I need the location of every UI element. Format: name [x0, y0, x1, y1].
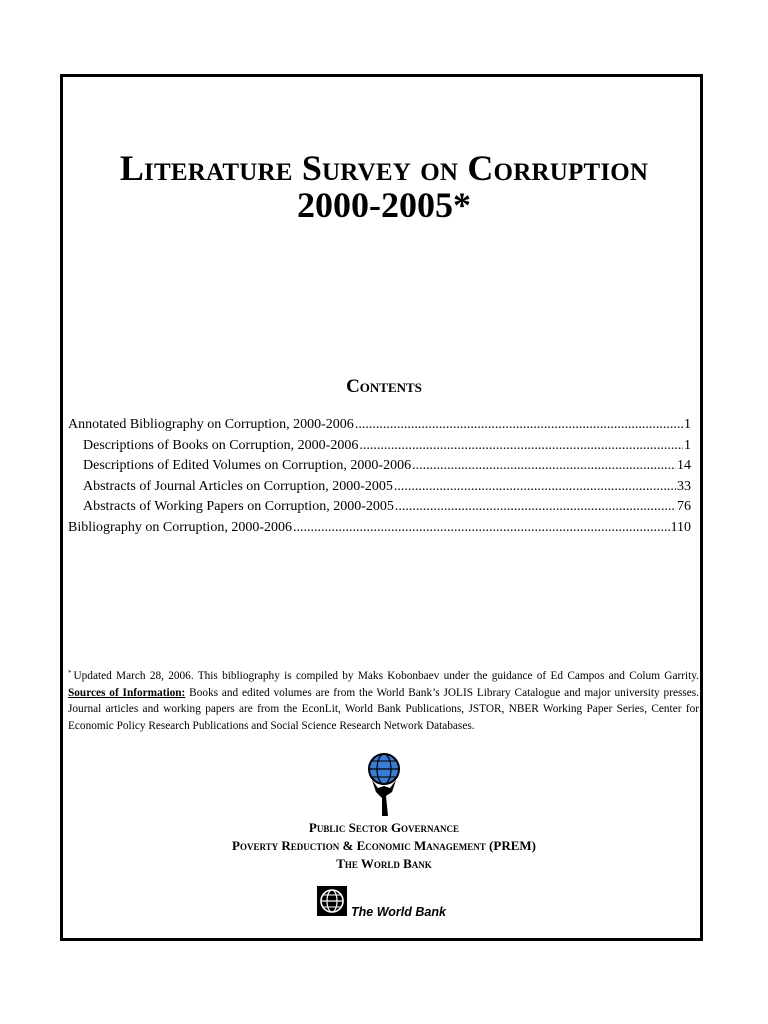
toc-entry-page: 76 [677, 499, 691, 515]
toc-leader-dots [412, 458, 676, 474]
document-subtitle: 2000-2005* [297, 185, 471, 225]
world-bank-globe-icon [317, 886, 347, 916]
table-of-contents [68, 417, 691, 541]
org-line-3: The World Bank [336, 856, 432, 871]
toc-entry-title: Bibliography on Corruption, 2000-2006 [68, 519, 292, 535]
toc-entry[interactable] [68, 520, 691, 541]
toc-entry-title: Descriptions of Books on Corruption, 2000-2006 [83, 437, 359, 453]
toc-entry-page: 1 [684, 437, 691, 453]
footnote-sources-label: Sources of Information: [68, 686, 186, 699]
footnote-text-after: Books and edited volumes are from the World Bank’s JOLIS Library Catalogue and major university presses. Journal articles and working papers are from the EconLit, World Bank Publications, JSTOR, NBER Working Paper Series, Center for Economic Policy Research Publications and Social Science Research Network Databases. [68, 686, 700, 732]
toc-entry-title: Abstracts of Working Papers on Corruption, 2000-2005 [83, 499, 394, 515]
toc-entry-title: Abstracts of Journal Articles on Corruption, 2000-2005 [83, 478, 393, 494]
toc-entry-page: 14 [677, 458, 691, 474]
toc-entry-title: Descriptions of Edited Volumes on Corruption, 2000-2006 [83, 458, 412, 474]
toc-leader-dots [395, 499, 676, 515]
toc-entry[interactable] [68, 438, 691, 459]
toc-entry[interactable] [68, 499, 691, 520]
org-line-2: Poverty Reduction & Economic Management (PREM) [232, 838, 536, 853]
toc-entry[interactable] [68, 458, 691, 479]
org-line-1: Public Sector Governance [308, 820, 460, 835]
atlas-globe-icon [364, 752, 404, 818]
footnote-marker: * [68, 669, 72, 677]
footnote-text-before: Updated March 28, 2006. This bibliography is compiled by Maks Kobonbaev under the guidance of Ed Campos and Colum Garrity. [73, 670, 699, 682]
toc-leader-dots [359, 438, 683, 454]
toc-entry-page: 110 [670, 519, 691, 535]
footnote [68, 665, 699, 734]
toc-entry-page: 33 [677, 478, 691, 494]
toc-entry[interactable] [68, 479, 691, 500]
world-bank-logo-text: The World Bank [351, 905, 446, 919]
toc-leader-dots [355, 417, 683, 433]
document-title: Literature Survey on Corruption [119, 148, 649, 188]
toc-entry[interactable] [68, 417, 691, 438]
toc-leader-dots [394, 479, 676, 495]
toc-entry-title: Annotated Bibliography on Corruption, 2000-2006 [68, 417, 354, 432]
contents-heading: Contents [346, 376, 422, 397]
toc-leader-dots [293, 520, 670, 536]
toc-entry-page: 1 [684, 417, 691, 432]
